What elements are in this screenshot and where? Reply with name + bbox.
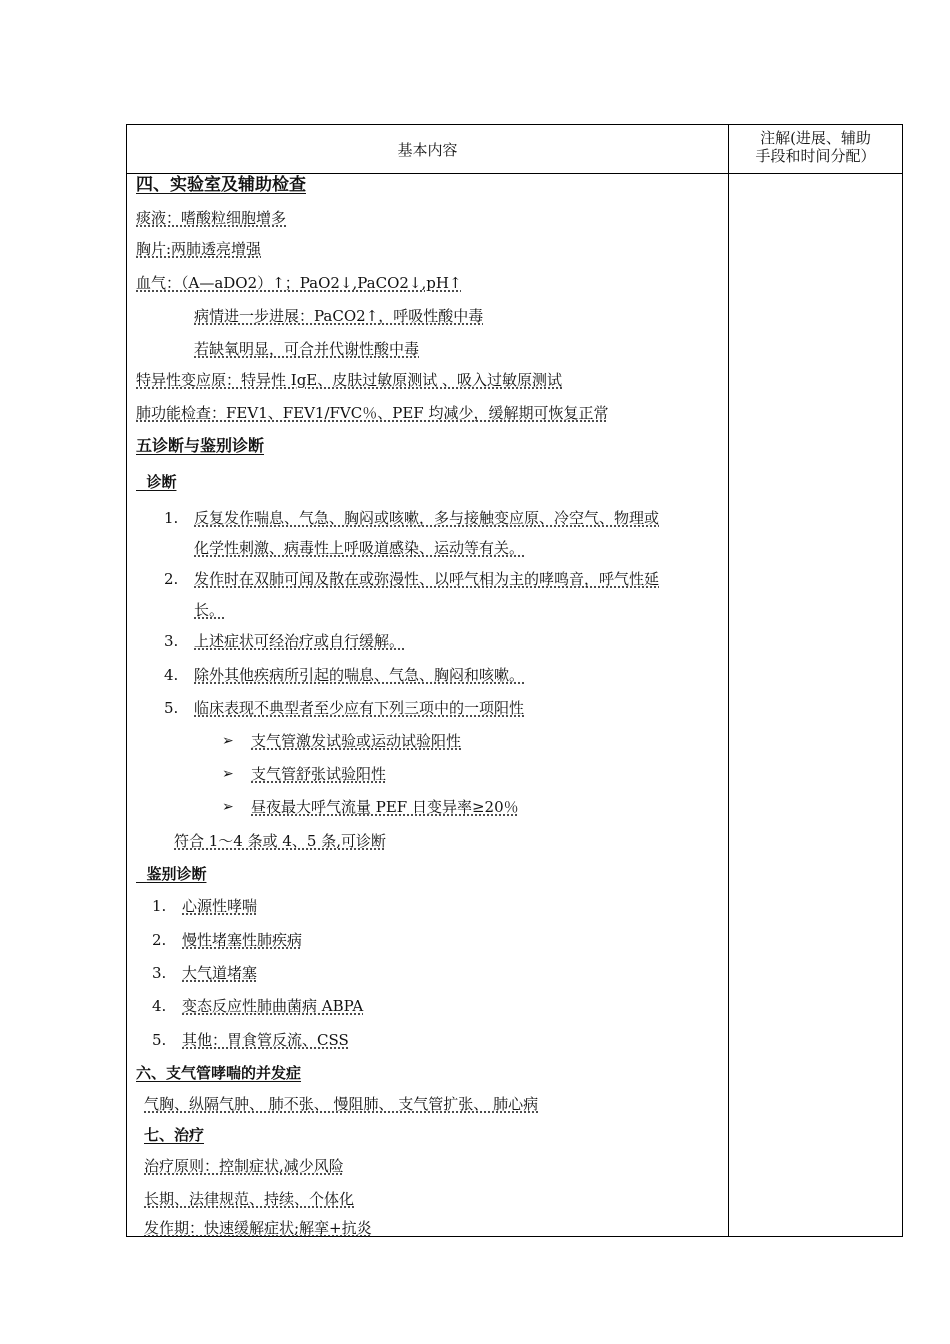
diff-item-5: 其他：胃食管反流、CSS bbox=[182, 1031, 349, 1049]
diagnosis-subtitle-text: 诊断 bbox=[146, 473, 177, 491]
diff-item-1-num: 1. bbox=[152, 897, 167, 915]
complications-line: 气胸、纵隔气肿、 肺不张、 慢阻肺、 支气管扩张、 肺心病 bbox=[144, 1095, 539, 1113]
diff-item-2: 慢性堵塞性肺疾病 bbox=[182, 931, 303, 949]
hypoxia-line: 若缺氧明显，可合并代谢性酸中毒 bbox=[194, 340, 420, 358]
diff-item-1: 心源性哮喘 bbox=[182, 897, 258, 915]
diff-item-4-num: 4. bbox=[152, 997, 167, 1015]
header-notes-line2: 手段和时间分配） bbox=[755, 147, 876, 165]
section-7-title: 七、治疗 bbox=[144, 1126, 205, 1144]
bullet-arrow-icon: ➢ bbox=[222, 799, 234, 815]
diff-item-3-num: 3. bbox=[152, 964, 167, 982]
lung-function-line: 肺功能检查：FEV1、FEV1/FVC％、PEF 均减少，缓解期可恢复正常 bbox=[136, 404, 609, 422]
bullet-arrow-icon: ➢ bbox=[222, 733, 234, 749]
diff-item-3: 大气道堵塞 bbox=[182, 964, 258, 982]
acute-phase-line: 发作期：快速缓解症状;解挛+抗炎 bbox=[144, 1219, 372, 1237]
content-table bbox=[126, 124, 903, 1237]
diff-item-2-num: 2. bbox=[152, 931, 167, 949]
diag-item-2-line2: 长。 bbox=[194, 601, 225, 619]
bullet-item-2: 支气管舒张试验阳性 bbox=[251, 765, 387, 783]
main-content-cell bbox=[127, 125, 727, 1236]
bullet-item-1: 支气管激发试验或运动试验阳性 bbox=[251, 732, 462, 750]
sputum-line: 痰液：嗜酸粒细胞增多 bbox=[136, 209, 287, 227]
diag-item-3-num: 3. bbox=[164, 632, 179, 650]
header-notes-line1: 注解(进展、辅助 bbox=[760, 129, 871, 147]
allergen-line: 特异性变应原：特异性 IgE、皮肤过敏原测试 、吸入过敏原测试 bbox=[136, 371, 563, 389]
diag-item-1-line1: 反复发作喘息、气急、胸闷或咳嗽，多与接触变应原、冷空气、物理或 bbox=[194, 509, 660, 527]
diagnosis-subtitle bbox=[136, 472, 176, 492]
diagnosis-conclusion: 符合 1～4 条或 4、5 条,可诊断 bbox=[174, 832, 387, 850]
long-term-line: 长期、法律规范、持续、个体化 bbox=[144, 1190, 355, 1208]
diag-item-5-line1: 临床表现不典型者至少应有下列三项中的一项阳性 bbox=[194, 699, 525, 717]
blood-gas-line: 血气：（A—aDO2）↑；PaO2↓,PaCO2↓,pH↑ bbox=[136, 274, 462, 292]
column-divider bbox=[728, 125, 729, 1236]
section-5-title: 五诊断与鉴别诊断 bbox=[136, 436, 265, 455]
header-notes bbox=[729, 129, 902, 165]
section-4-title: 四、实验室及辅助检查 bbox=[136, 175, 306, 195]
diag-item-4-line1: 除外其他疾病所引起的喘息、气急、胸闷和咳嗽。 bbox=[194, 666, 525, 684]
diag-item-5-num: 5. bbox=[164, 699, 179, 717]
bullet-arrow-icon: ➢ bbox=[222, 766, 234, 782]
treatment-principle-line: 治疗原则：控制症状,减少风险 bbox=[144, 1157, 344, 1175]
bullet-item-3: 昼夜最大呼气流量 PEF 日变异率≥20％ bbox=[251, 798, 519, 816]
chest-xray-line: 胸片:两肺透亮增强 bbox=[136, 240, 262, 258]
diag-item-1-line2: 化学性刺激、病毒性上呼吸道感染、运动等有关。 bbox=[194, 539, 525, 557]
diff-item-5-num: 5. bbox=[152, 1031, 167, 1049]
diff-item-4: 变态反应性肺曲菌病 ABPA bbox=[182, 997, 364, 1015]
diag-item-3-line1: 上述症状可经治疗或自行缓解。 bbox=[194, 632, 405, 650]
diag-item-1-num: 1. bbox=[164, 509, 179, 527]
header-basic-content: 基本内容 bbox=[397, 140, 458, 159]
diag-item-2-num: 2. bbox=[164, 570, 179, 588]
diag-item-2-line1: 发作时在双肺可闻及散在或弥漫性、以呼气相为主的哮鸣音，呼气性延 bbox=[194, 570, 660, 588]
diag-item-4-num: 4. bbox=[164, 666, 179, 684]
progress-line: 病情进一步进展：PaCO2↑，呼吸性酸中毒 bbox=[194, 307, 484, 325]
differential-subtitle bbox=[136, 864, 206, 884]
differential-subtitle-text: 鉴别诊断 bbox=[146, 865, 207, 883]
section-6-title: 六、支气管哮喘的并发症 bbox=[136, 1064, 302, 1082]
